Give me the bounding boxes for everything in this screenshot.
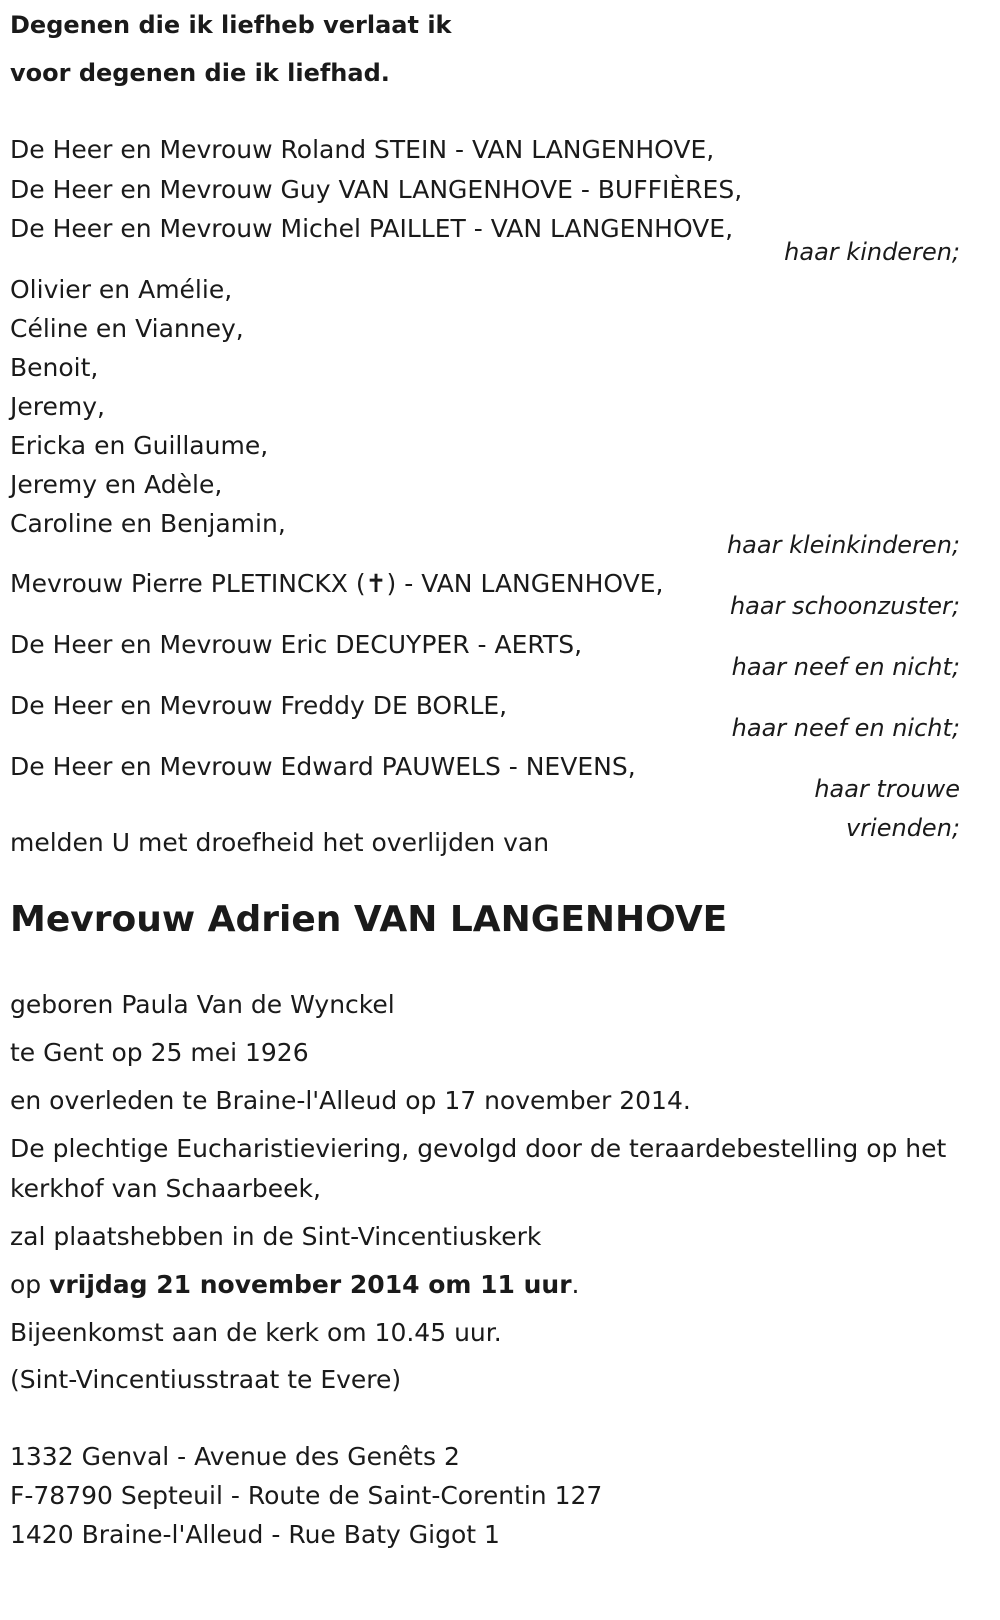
relative-role: haar schoonzuster; <box>729 592 960 620</box>
address-line: 1420 Braine-l'Alleud - Rue Baty Gigot 1 <box>10 1520 500 1549</box>
grandchild-name: Olivier en Amélie, <box>10 275 233 304</box>
ceremony-description: De plechtige Eucharistieviering, gevolgd door de teraardebestelling op het kerkhof van Schaarbeek, <box>10 1134 947 1203</box>
announcement: melden U met droefheid het overlijden van <box>10 828 550 857</box>
grandchild-name: Ericka en Guillaume, <box>10 431 269 460</box>
ceremony-street: (Sint-Vincentiusstraat te Evere) <box>10 1365 402 1394</box>
grandchildren-role: haar kleinkinderen; <box>726 531 960 559</box>
born-as: geboren Paula Van de Wynckel <box>10 990 395 1019</box>
ceremony-location: zal plaatshebben in de Sint-Vincentiuskerk <box>10 1222 542 1251</box>
relative-role: vrienden; <box>845 814 960 842</box>
ceremony-date <box>10 1270 580 1300</box>
child-name: De Heer en Mevrouw Michel PAILLET - VAN LANGENHOVE, <box>10 214 734 243</box>
relative-name: De Heer en Mevrouw Freddy DE BORLE, <box>10 691 508 720</box>
relative-role: haar neef en nicht; <box>731 714 960 742</box>
address-line: 1332 Genval - Avenue des Genêts 2 <box>10 1442 460 1471</box>
grandchild-name: Céline en Vianney, <box>10 314 244 343</box>
address-line: F-78790 Septeuil - Route de Saint-Corentin 127 <box>10 1481 603 1510</box>
death-info: en overleden te Braine-l'Alleud op 17 november 2014. <box>10 1086 691 1115</box>
relative-role: haar neef en nicht; <box>731 653 960 681</box>
ceremony-date-suffix: . <box>571 1270 580 1299</box>
relative-name: De Heer en Mevrouw Eric DECUYPER - AERTS, <box>10 630 583 659</box>
child-name: De Heer en Mevrouw Roland STEIN - VAN LANGENHOVE, <box>10 135 715 164</box>
ceremony-date-bold: vrijdag 21 november 2014 om 11 uur <box>49 1270 572 1299</box>
quote-line-2: voor degenen die ik liefhad. <box>10 59 390 87</box>
grandchild-name: Benoit, <box>10 353 99 382</box>
deceased-name: Mevrouw Adrien VAN LANGENHOVE <box>10 899 728 940</box>
child-name: De Heer en Mevrouw Guy VAN LANGENHOVE - BUFFIÈRES, <box>10 175 743 204</box>
grandchild-name: Caroline en Benjamin, <box>10 509 286 538</box>
quote-line-1: Degenen die ik liefheb verlaat ik <box>10 11 452 39</box>
grandchild-name: Jeremy en Adèle, <box>10 470 223 499</box>
relative-name: Mevrouw Pierre PLETINCKX (✝) - VAN LANGENHOVE, <box>10 569 664 598</box>
relative-name: De Heer en Mevrouw Edward PAUWELS - NEVENS, <box>10 752 636 781</box>
grandchild-name: Jeremy, <box>10 392 105 421</box>
relative-role: haar trouwe <box>814 775 960 803</box>
ceremony-date-prefix: op <box>10 1270 50 1299</box>
birth-info: te Gent op 25 mei 1926 <box>10 1038 309 1067</box>
children-role: haar kinderen; <box>784 238 960 266</box>
ceremony-meeting: Bijeenkomst aan de kerk om 10.45 uur. <box>10 1318 502 1347</box>
